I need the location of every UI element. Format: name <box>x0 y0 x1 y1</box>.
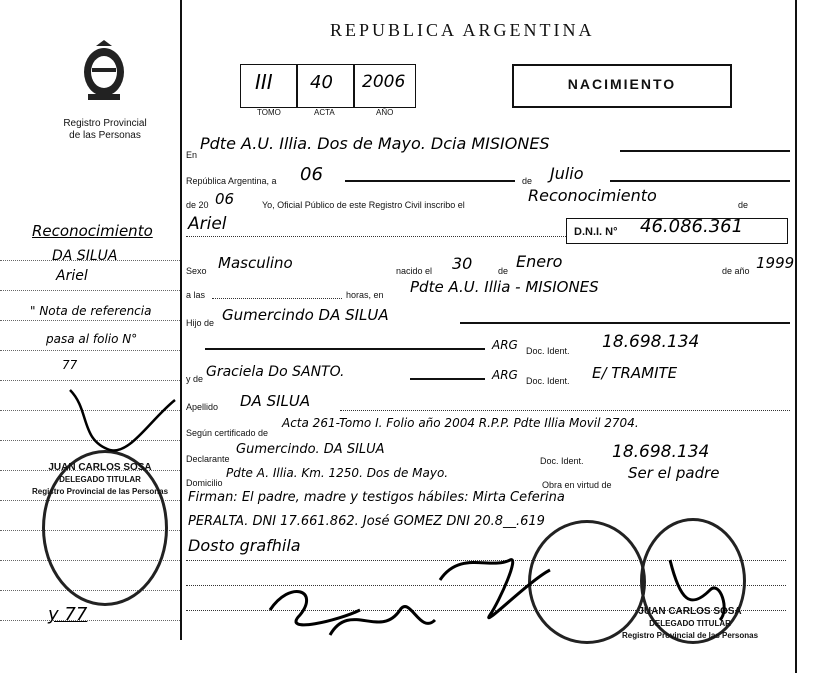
mes-line <box>610 180 790 182</box>
de-label-3: de <box>498 266 509 276</box>
registry-name <box>40 118 170 142</box>
anio-label: AÑO <box>376 108 394 117</box>
margin-signature <box>60 380 180 470</box>
lugar-value: Pdte A.U. Illia - MISIONES <box>410 278 599 296</box>
right-stamp-name: JUAN CARLOS SOSA <box>638 606 742 617</box>
nac-dia: 30 <box>452 254 473 273</box>
mes-value: Julio <box>550 164 584 183</box>
testigos-value: PERALTA. DNI 17.661.862. José GOMEZ DNI 20.8__.619 <box>188 514 545 529</box>
en-line <box>620 150 790 152</box>
nac-anio: 1999 <box>756 254 795 272</box>
dni-label: D.N.I. N° <box>574 226 618 238</box>
de2006-label: de 20 <box>186 200 209 210</box>
margin-note-3: Ariel <box>56 268 88 284</box>
extra-value: Dosto grafhila <box>188 536 301 555</box>
hijo-label: Hijo de <box>186 318 215 328</box>
segun-label: Según certificado de <box>186 428 269 438</box>
domicilio-value: Pdte A. Illia. Km. 1250. Dos de Mayo. <box>226 466 449 480</box>
declarante-doc: 18.698.134 <box>612 442 710 462</box>
margin-note-4: " Nota de referencia <box>30 304 152 318</box>
alas-label: a las <box>186 290 206 300</box>
margin-note-5: pasa al folio N° <box>46 332 138 346</box>
left-stamp-name: JUAN CARLOS SOSA <box>48 462 152 473</box>
de-label: de <box>522 176 533 186</box>
anio-nac-label: de año <box>722 266 750 276</box>
margin-note-7: y 77 <box>48 604 88 625</box>
registry-line-1: Registro Provincial <box>63 118 147 129</box>
dia-line <box>345 180 515 182</box>
acta-label: ACTA <box>314 108 335 117</box>
acta-value: 40 <box>310 72 333 93</box>
madre-doc: E/ TRAMITE <box>592 364 678 382</box>
record-type-label: NACIMIENTO <box>567 76 677 92</box>
padre-nac: ARG <box>492 338 518 352</box>
sexo-label: Sexo <box>186 266 207 276</box>
tomo-value: III <box>255 70 273 94</box>
right-page-border <box>795 0 797 673</box>
padre-line <box>460 322 790 324</box>
apellido-label: Apellido <box>186 402 219 412</box>
provincial-crest-icon <box>78 38 130 102</box>
anio-suffix: 06 <box>215 190 235 208</box>
signatures <box>250 540 750 650</box>
dni-value: 46.086.361 <box>640 216 744 237</box>
left-stamp-title: DELEGADO TITULAR <box>59 475 141 484</box>
anio-value: 2006 <box>362 72 406 92</box>
madre-value: Graciela Do SANTO. <box>206 364 345 380</box>
registry-line-2: de las Personas <box>69 130 141 141</box>
padre-line-2 <box>205 348 485 350</box>
country-title: REPUBLICA ARGENTINA <box>330 20 595 40</box>
yde-label: y de <box>186 374 204 384</box>
oficial-text: Yo, Oficial Público de este Registro Civil inscribo el <box>262 200 465 210</box>
inscribo-value: Reconocimiento <box>528 186 657 205</box>
right-stamp-title: DELEGADO TITULAR <box>649 619 731 628</box>
nac-mes: Enero <box>516 252 563 271</box>
margin-note-1: Reconocimiento <box>32 222 153 240</box>
obra-value: Ser el padre <box>628 464 720 482</box>
nombre-line <box>186 236 566 237</box>
horas-label: horas, en <box>346 290 384 300</box>
domicilio-label: Domicilio <box>186 478 223 488</box>
left-stamp-office: Registro Provincial de las Personas <box>31 487 169 496</box>
padre-value: Gumercindo DA SILUA <box>222 306 389 324</box>
de-label-2: de <box>738 200 749 210</box>
declarante-doc-label: Doc. Ident. <box>540 456 584 466</box>
left-column-border <box>180 0 182 640</box>
obra-label: Obra en virtud de <box>542 480 612 490</box>
dia-value: 06 <box>300 164 323 185</box>
padre-doc: 18.698.134 <box>602 332 700 352</box>
apellido-value: DA SILUA <box>240 392 311 410</box>
en-value: Pdte A.U. Illia. Dos de Mayo. Dcia MISIONES <box>200 134 550 153</box>
declarante-value: Gumercindo. DA SILUA <box>236 442 385 457</box>
tomo-label: TOMO <box>257 108 281 117</box>
firman-value: Firman: El padre, madre y testigos hábiles: Mirta Ceferina <box>188 490 565 505</box>
nombre-value: Ariel <box>188 214 227 234</box>
apellido-line <box>340 410 790 411</box>
margin-note-2: DA SILUA <box>52 248 118 264</box>
alas-line <box>212 298 342 299</box>
nacido-label: nacido el <box>396 266 433 276</box>
madre-line <box>410 378 485 380</box>
right-stamp-office: Registro Provincial de las Personas <box>621 631 759 640</box>
margin-note-6: 77 <box>62 358 78 372</box>
madre-doc-label: Doc. Ident. <box>526 376 570 386</box>
padre-doc-label: Doc. Ident. <box>526 346 570 356</box>
segun-value: Acta 261-Tomo I. Folio año 2004 R.P.P. Pdte Illia Movil 2704. <box>282 416 639 430</box>
sexo-value: Masculino <box>218 254 293 272</box>
republica-label: República Argentina, a <box>186 176 277 186</box>
en-label: En <box>186 150 198 160</box>
declarante-label: Declarante <box>186 454 230 464</box>
madre-nac: ARG <box>492 368 518 382</box>
